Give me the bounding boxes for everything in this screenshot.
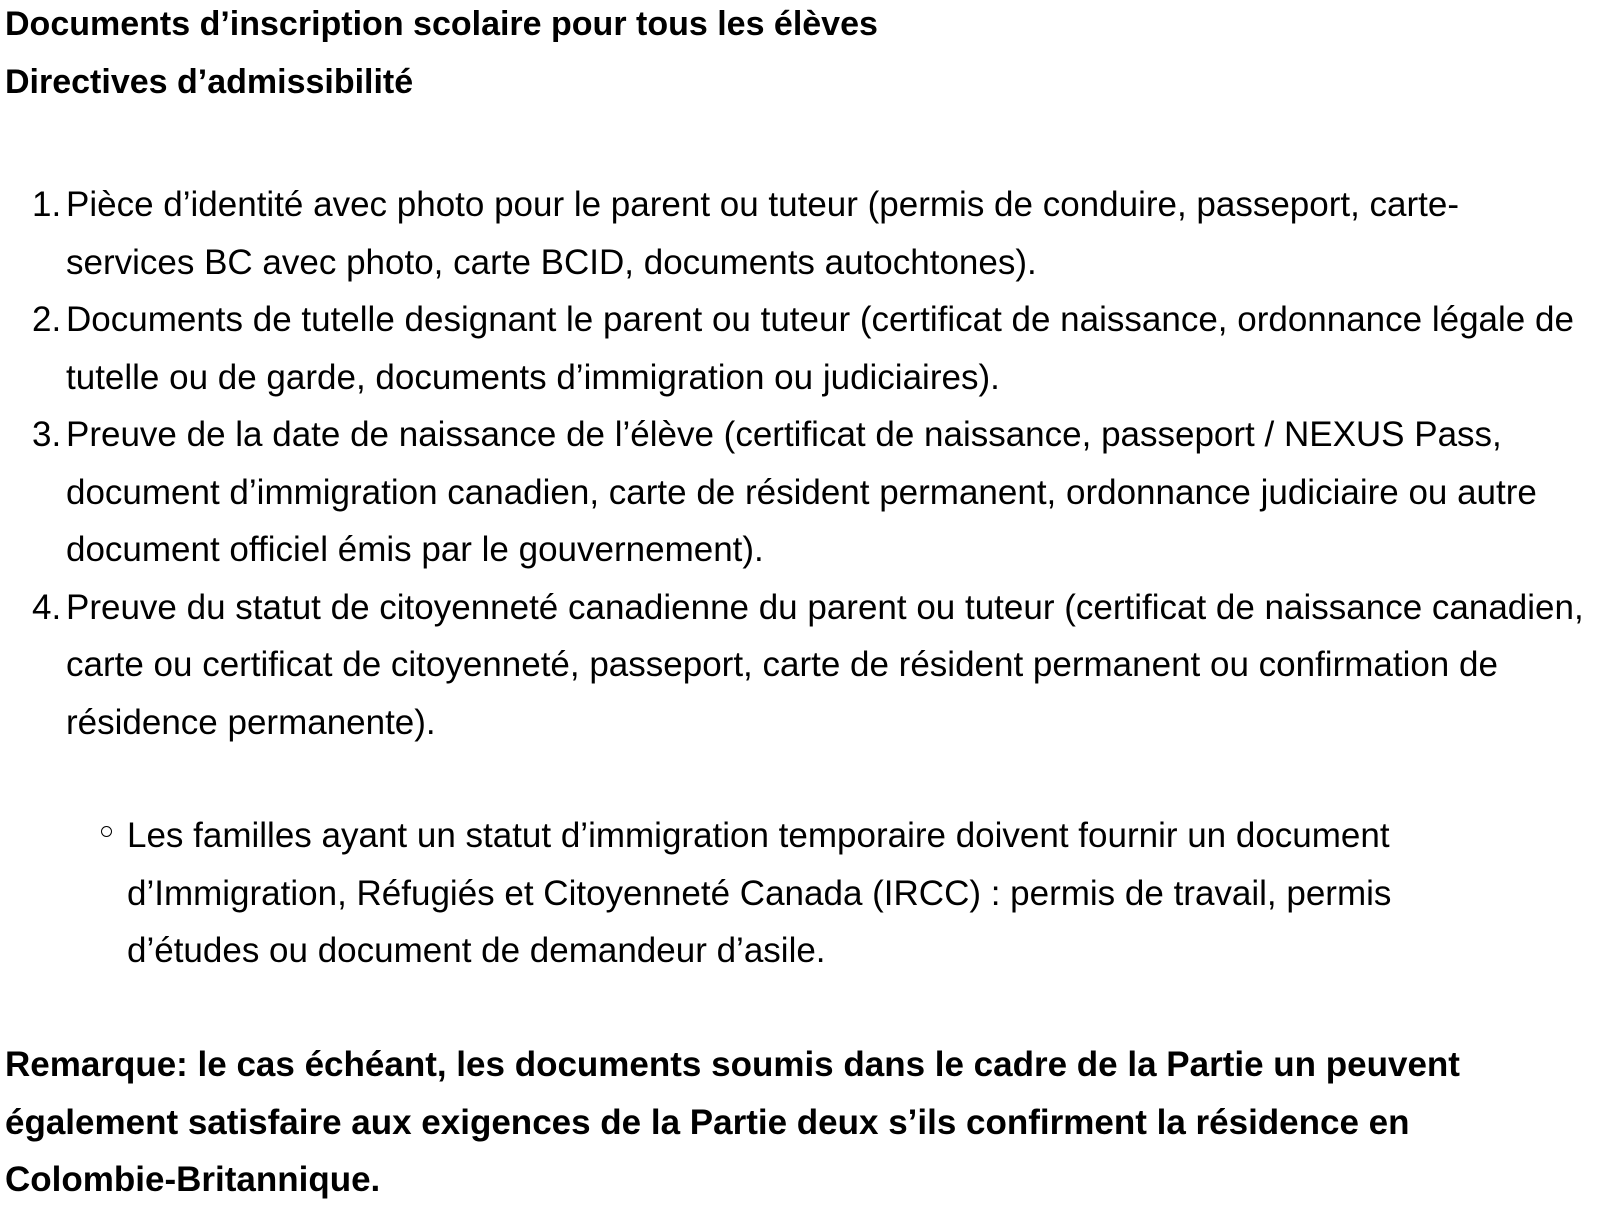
requirement-text: Pièce d’identité avec photo pour le parent ou tuteur (permis de conduire, passeport, carte-services BC avec photo, carte BCID, documents autochtones). (66, 185, 1460, 282)
requirement-number: 2. (32, 300, 62, 339)
requirement-text: Preuve de la date de naissance de l’élève (certificat de naissance, passeport / NEXUS Pass, document d’immigration canadien, carte de résident permanent, ordonnance judiciaire ou autre document officiel émis par le gouvernement). (66, 415, 1537, 569)
requirement-number: 4. (32, 587, 62, 627)
page-title: Documents d’inscription scolaire pour tous les élèves (5, 5, 878, 43)
requirement-number: 3. (32, 415, 62, 454)
remark-note: Remarque: le cas échéant, les documents soumis dans le cadre de la Partie un peuvent également satisfaire aux exigences de la Partie deux s’ils confirment la résidence en Colombie-Britannique. (5, 1045, 1460, 1199)
page-subtitle: Directives d’admissibilité (5, 63, 414, 101)
sub-bullet-list (0, 807, 1600, 980)
requirements-list (0, 176, 1600, 751)
requirement-item-1 (0, 176, 1586, 291)
requirement-number: 1. (32, 185, 62, 224)
requirement-text: Preuve du statut de citoyenneté canadienne du parent ou tuteur (certificat de naissance canadien, carte ou certificat de citoyenneté, passeport, carte de résident permanent ou confirmation de résidence permanente). (66, 587, 1584, 742)
requirement-item-3 (0, 406, 1586, 579)
circle-bullet-icon (101, 826, 112, 837)
sub-bullet-item (0, 807, 1457, 980)
requirement-item-4 (0, 579, 1586, 752)
sub-bullet-text: Les familles ayant un statut d’immigration temporaire doivent fournir un document d’Immigration, Réfugiés et Citoyenneté Canada (IRCC) : permis de travail, permis d’études ou document de demandeur d’asile. (127, 816, 1392, 970)
requirement-item-2 (0, 291, 1586, 406)
requirement-text: Documents de tutelle designant le parent ou tuteur (certificat de naissance, ordonnance légale de tutelle ou de garde, documents d’immigration ou judiciaires). (66, 300, 1574, 397)
